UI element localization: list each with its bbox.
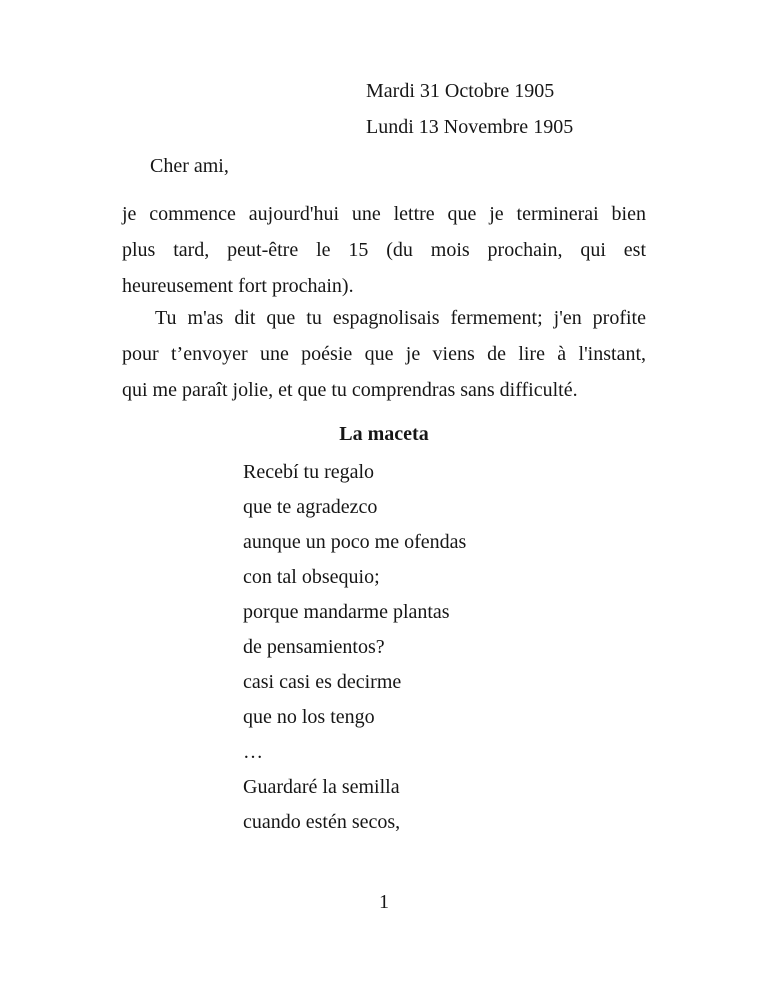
salutation: Cher ami, (150, 155, 229, 177)
date-block (366, 73, 573, 145)
poem-line: de pensamientos? (243, 636, 385, 658)
poem-ellipsis: … (243, 741, 263, 763)
poem-line: Guardaré la semilla (243, 776, 400, 798)
poem-line: que te agradezco (243, 496, 378, 518)
poem-line: porque mandarme plantas (243, 601, 450, 623)
paragraph-line: pour t’envoyer une poésie que je viens de lire à l'instant, (122, 343, 646, 365)
poem-line: aunque un poco me ofendas (243, 531, 467, 553)
paragraph (122, 300, 646, 408)
poem-line: Recebí tu regalo (243, 461, 375, 483)
poem-line: cuando estén secos, (243, 811, 401, 833)
poem (243, 455, 466, 840)
poem-title: La maceta (339, 423, 429, 445)
paragraph (122, 196, 646, 304)
paragraph-line: heureusement fort prochain). (122, 275, 354, 297)
page-number: 1 (379, 891, 389, 913)
poem-line: con tal obsequio; (243, 566, 380, 588)
paragraph-line: plus tard, peut-être le 15 (du mois prochain, qui est (122, 239, 646, 261)
paragraph-line: qui me paraît jolie, et que tu comprendras sans difficulté. (122, 379, 578, 401)
date-line: Lundi 13 Novembre 1905 (366, 116, 574, 138)
poem-line: casi casi es decirme (243, 671, 402, 693)
paragraph-line: je commence aujourd'hui une lettre que je terminerai bien (122, 203, 646, 225)
date-line: Mardi 31 Octobre 1905 (366, 80, 555, 102)
poem-line: que no los tengo (243, 706, 375, 728)
paragraph-line: Tu m'as dit que tu espagnolisais fermement; j'en profite (155, 307, 646, 329)
